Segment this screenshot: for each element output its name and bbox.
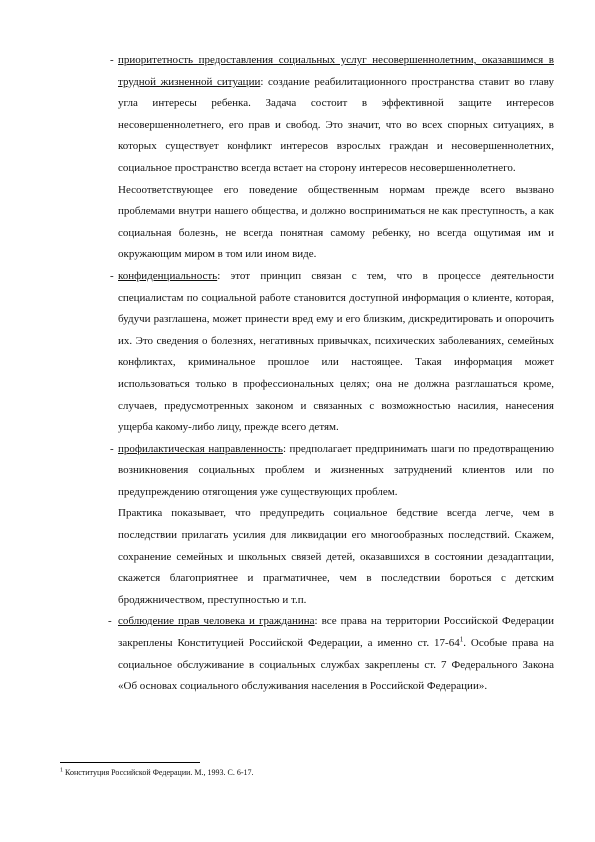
footnote-text: Конституция Российской Федерации. М., 1993. С. 6-17.: [63, 768, 254, 777]
principle-title: соблюдение прав человека и гражданина: [118, 615, 315, 628]
list-item-priority: [110, 50, 554, 180]
list-item-human-rights: [108, 611, 554, 697]
footnote-separator: [60, 762, 200, 763]
principle-text: : этот принцип связан с тем, что в процессе деятельности специалистам по социальной работе становится доступной информация о клиенте, которая, будучи разглашена, может принести вред ему и его близким, дискредитировать и опорочить их. Это сведения о болезнях, негативных привычках, психических заболеваниях, семейных конфликтах, криминальное прошлое или настоящее. Такая информация может использоваться только в профессиональных целях; она не должна разглашаться кроме, случаев, предусмотренных законом и связанных с возможностью насилия, нанесения ущерба какому-либо лицу, прежде всего детям.: [118, 269, 554, 434]
body-text: [108, 50, 554, 698]
bullet-marker: -: [110, 54, 114, 66]
principle-title: приоритетность предоставления социальных услуг несовершеннолетним, оказавшимся в трудной жизненной ситуации: [118, 54, 554, 88]
paragraph: Практика показывает, что предупредить социальное бедствие всегда легче, чем в последствии прилагать усилия для ликвидации его многообразных последствий. Скажем, сохранение семейных и школьных связей детей, оказавшихся в состоянии дезадаптации, скажется благоприятнее и прагматичнее, чем в последствии бороться с детским бродяжничеством, преступностью и т.п.: [118, 507, 554, 606]
principle-text: : все права на территории Российской Федерации закреплены Конституцией Российской Федерации, а именно ст. 17-64: [118, 615, 554, 650]
bullet-marker: -: [110, 269, 114, 282]
principle-text: : создание реабилитационного пространства ставит во главу угла интересы ребенка. Задача состоит в эффективной защите интересов несовершеннолетнего, его прав и свобод. Это значит, что во всех спорных ситуациях, в которых существует конфликт интересов взрослых граждан и несовершеннолетних, социальное пространство всегда встает на сторону интересов несовершеннолетнего.: [118, 75, 554, 174]
paragraph: Несоответствующее его поведение общественным нормам прежде всего вызвано проблемами внутри нашего общества, и должно восприниматься не как преступность, а как социальная болезнь, не всегда понятная самому ребенку, но всегда ощутимая им и окружающим миром в том или ином виде.: [118, 183, 554, 261]
principle-text-cont: . Особые права на социальное обслуживание в социальных службах закреплены ст. 7 Федерального Закона «Об основах социального обслуживания населения в Российской Федерации».: [118, 637, 554, 693]
principle-title: конфиденциальность: [118, 269, 218, 282]
principle-text: : предполагает предпринимать шаги по предотвращению возникновения социальных проблем и жизненных затруднений клиентов или по предупреждению отягощения уже существующих проблем.: [118, 442, 554, 498]
footnote: [60, 768, 540, 778]
list-item-prevention: [110, 439, 554, 504]
bullet-marker: -: [108, 615, 112, 628]
footnote-ref[interactable]: 1: [459, 635, 464, 644]
list-item-confidentiality: [110, 266, 554, 439]
principle-title: профилактическая направленность: [118, 442, 283, 455]
footnote-marker: 1: [60, 767, 63, 774]
bullet-marker: -: [110, 442, 114, 455]
